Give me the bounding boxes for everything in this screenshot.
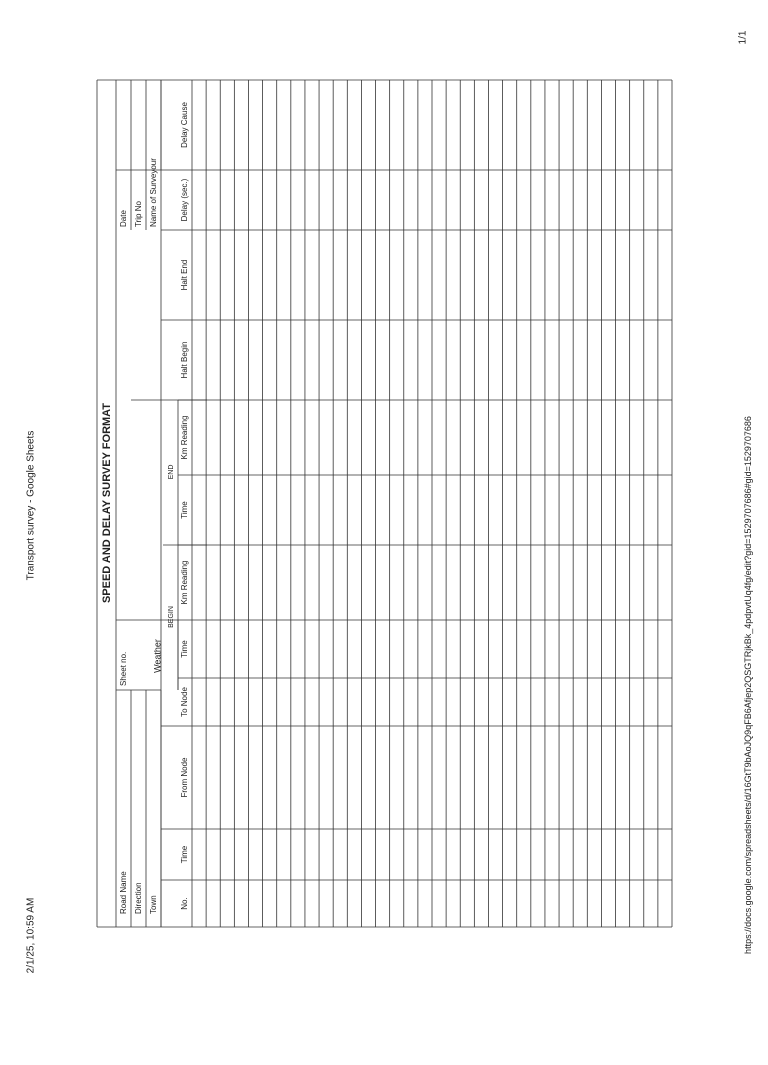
trip-no-label: Trip No: [134, 201, 144, 227]
print-page-number: 1/1: [737, 30, 749, 45]
end-label: END: [167, 464, 175, 480]
column-header: Halt Begin: [180, 341, 190, 379]
print-datetime: 2/1/25, 10:59 AM: [25, 897, 37, 974]
column-header: From Node: [180, 757, 190, 798]
column-header: Delay Cause: [180, 102, 190, 148]
column-header: No.: [180, 897, 190, 910]
sheet-no-label: Sheet no.: [119, 651, 129, 686]
form-title: SPEED AND DELAY SURVEY FORMAT: [100, 402, 113, 604]
column-header: Km Reading: [180, 415, 190, 460]
weather-label: Weather: [152, 639, 163, 673]
date-label: Date: [119, 210, 129, 227]
road-name-label: Road Name: [119, 871, 129, 914]
surveyor-label: Name of Surveyour: [149, 158, 159, 227]
column-header: Time: [180, 640, 190, 658]
begin-label: BEGIN: [167, 606, 175, 628]
column-header: Delay (sec.): [180, 178, 190, 222]
column-header: Km Reading: [180, 560, 190, 605]
column-header: To Node: [180, 687, 190, 717]
column-header: Time: [180, 501, 190, 519]
print-page-title: Transport survey - Google Sheets: [25, 430, 37, 581]
town-label: Town: [149, 895, 159, 914]
print-url: https://docs.google.com/spreadsheets/d/16GtT9bAoJQ9qFB6Afjep2QSGTRjkBk_4pdpvtUq4fg/edit?gid=1529707686#gid=1529707686: [743, 416, 753, 954]
column-header: Time: [180, 845, 190, 864]
direction-label: Direction: [134, 882, 144, 914]
column-header: Halt End: [180, 259, 190, 291]
form-labels: [101, 102, 189, 914]
